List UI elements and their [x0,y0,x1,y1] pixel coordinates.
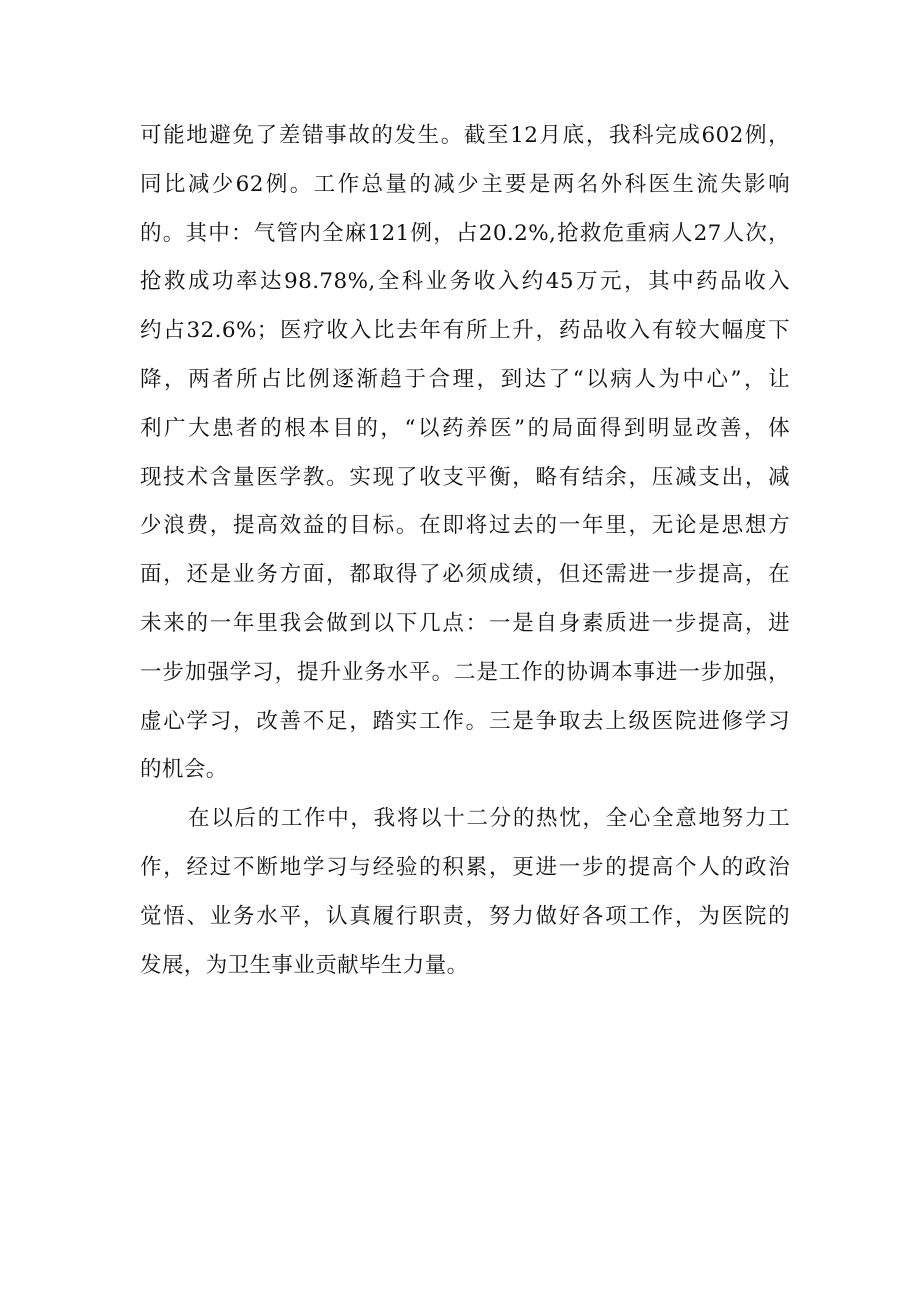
text-line: 发展，为卫生事业贡献毕生力量。 [140,952,469,978]
paragraph-1 [140,112,790,795]
text-line: 的机会。 [140,757,228,783]
paragraph-2 [140,795,790,990]
text-line: 抢救成功率达98.78%,全科业务收入约45万元，其中药品收入 [140,269,790,295]
text-line: 降，两者所占比例逐渐趋于合理，到达了“以病人为中心”，让 [140,366,790,392]
text-line: 未来的一年里我会做到以下几点：一是自身素质进一步提高，进 [140,610,790,636]
text-line: 可能地避免了差错事故的发生。截至12月底，我科完成602例， [140,123,790,148]
body-text [140,112,790,990]
text-line: 虚心学习，改善不足，踏实工作。三是争取去上级医院进修学习 [140,708,790,734]
text-line: 面，还是业务方面，都取得了必须成绩，但还需进一步提高，在 [140,562,790,588]
text-line: 现技术含量医学教。实现了收支平衡，略有结余，压减支出，减 [140,464,790,490]
text-line: 约占32.6%；医疗收入比去年有所上升，药品收入有较大幅度下 [140,318,790,344]
text-line: 利广大患者的根本目的，“以药养医”的局面得到明显改善，体 [140,415,790,441]
text-line: 少浪费，提高效益的目标。在即将过去的一年里，无论是思想方 [140,513,790,539]
text-line: 在以后的工作中，我将以十二分的热忱，全心全意地努力工 [188,806,790,832]
text-line: 同比减少62例。工作总量的减少主要是两名外科医生流失影响 [140,171,790,197]
text-line: 作，经过不断地学习与经验的积累，更进一步的提高个人的政治 [140,854,790,880]
text-line: 的。其中：气管内全麻121例，占20.2%,抢救危重病人27人次， [140,220,790,246]
text-line: 一步加强学习，提升业务水平。二是工作的协调本事进一步加强， [140,659,790,685]
text-line: 觉悟、业务水平，认真履行职责，努力做好各项工作，为医院的 [140,903,790,929]
